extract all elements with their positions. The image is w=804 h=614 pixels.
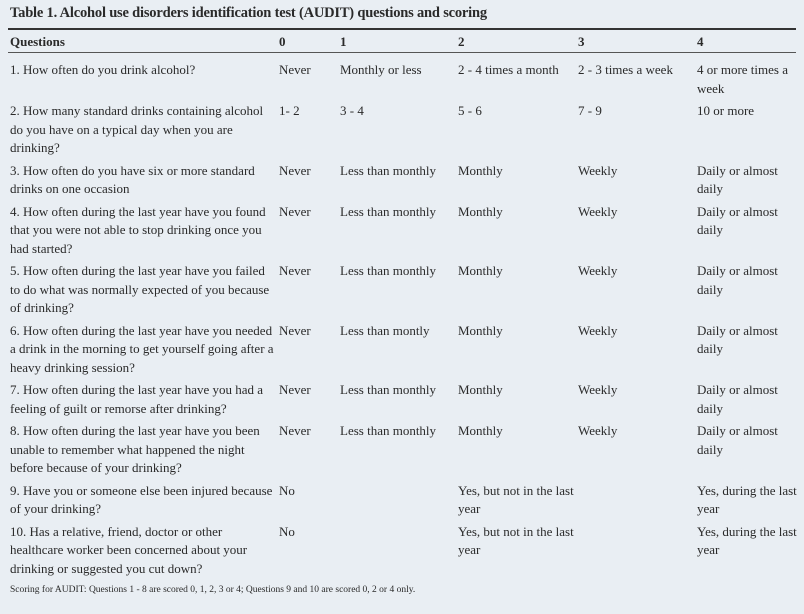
score-cell: Weekly [578,322,618,338]
column-header: 2 [458,34,465,49]
table-row [8,381,799,422]
score-cell: Daily or almost daily [697,423,778,457]
table-row [8,203,799,263]
score-cell: Monthly [458,263,503,278]
scoring-note: Scoring for AUDIT: Questions 1 - 8 are scored 0, 1, 2, 3 or 4; Questions 9 and 10 are scored 0, 2 or 4 only. [10,585,416,595]
table-row [8,102,799,162]
column-header: Questions [10,34,65,49]
score-cell: Weekly [578,263,618,278]
score-cell: 10 or more [697,103,755,118]
score-cell: Less than monthly [340,203,437,219]
score-cell: Weekly [578,423,618,438]
score-cell: Monthly [458,162,503,178]
score-cell: Less than montly [340,322,430,338]
question-cell: 6. How often during the last year have you needed a drink in the morning to get yourself going after a heavy drinking session? [10,322,274,375]
score-cell: Monthly [458,382,503,397]
header-row [8,31,799,53]
score-cell: Less than monthly [340,423,437,438]
score-cell [338,523,456,583]
table-row [8,162,799,203]
question-cell: 9. Have you or someone else been injured because of your drinking? [10,482,273,516]
table-row [8,482,799,523]
question-cell: 5. How often during the last year have you failed to do what was normally expected of you because of drinking? [10,263,270,315]
question-cell: 10. Has a relative, friend, doctor or other healthcare worker been concerned about your drinking or suggested you cut down? [10,523,248,576]
score-cell: Yes, during the last year [697,523,797,557]
score-cell: Less than monthly [340,263,437,278]
question-cell: 4. How often during the last year have you found that you were not able to stop drinking once you had started? [10,203,266,256]
score-cell: Never [279,162,311,178]
column-header: 0 [279,34,286,49]
score-cell: Never [279,62,311,77]
score-cell: No [279,482,295,498]
question-cell: 7. How often during the last year have you had a feeling of guilt or remorse after drinking? [10,382,264,416]
score-cell [576,523,695,583]
question-cell: 1. How often do you drink alcohol? [10,62,196,77]
score-cell: Daily or almost daily [697,322,778,356]
audit-table [8,31,799,582]
table-row [8,53,799,102]
question-cell: 2. How many standard drinks containing alcohol do you have on a typical day when you are drinking? [10,103,264,155]
table-row [8,262,799,322]
score-cell [338,482,456,523]
score-cell: 2 - 4 times a month [458,62,559,77]
score-cell: Daily or almost daily [697,382,778,416]
score-cell: Yes, but not in the last year [458,482,574,516]
score-cell: Less than monthly [340,382,437,397]
title-rule [8,28,796,30]
score-cell: Never [279,322,311,338]
score-cell: 2 - 3 times a week [578,62,673,77]
score-cell: No [279,523,295,539]
score-cell: 3 - 4 [340,103,364,118]
score-cell: Yes, during the last year [697,482,797,516]
score-cell: 5 - 6 [458,103,482,118]
column-header: 1 [340,34,347,49]
score-cell: Monthly [458,322,503,338]
question-cell: 8. How often during the last year have you been unable to remember what happened the night before because of your drinking? [10,423,260,475]
score-cell: Weekly [578,162,618,178]
score-cell: Daily or almost daily [697,203,778,237]
table-row [8,322,799,382]
score-cell: Daily or almost daily [697,162,778,196]
score-cell: Monthly [458,203,503,219]
score-cell: 7 - 9 [578,103,602,118]
score-cell: Never [279,263,311,278]
score-cell: Never [279,203,311,219]
score-cell: Never [279,423,311,438]
score-cell: Weekly [578,203,618,219]
table-title: Table 1. Alcohol use disorders identification test (AUDIT) questions and scoring [10,5,487,21]
question-cell: 3. How often do you have six or more standard drinks on one occasion [10,162,255,196]
score-cell: Monthly or less [340,62,422,77]
score-cell: Yes, but not in the last year [458,523,574,557]
score-cell [576,482,695,523]
score-cell: Monthly [458,423,503,438]
score-cell: Weekly [578,382,618,397]
column-header: 4 [697,34,704,49]
column-header: 3 [578,34,585,49]
table-row [8,523,799,583]
table-row [8,422,799,482]
score-cell: Less than monthly [340,162,437,178]
score-cell: Never [279,382,311,397]
score-cell: 1- 2 [279,103,300,118]
score-cell: Daily or almost daily [697,263,778,297]
score-cell: 4 or more times a week [697,62,788,96]
